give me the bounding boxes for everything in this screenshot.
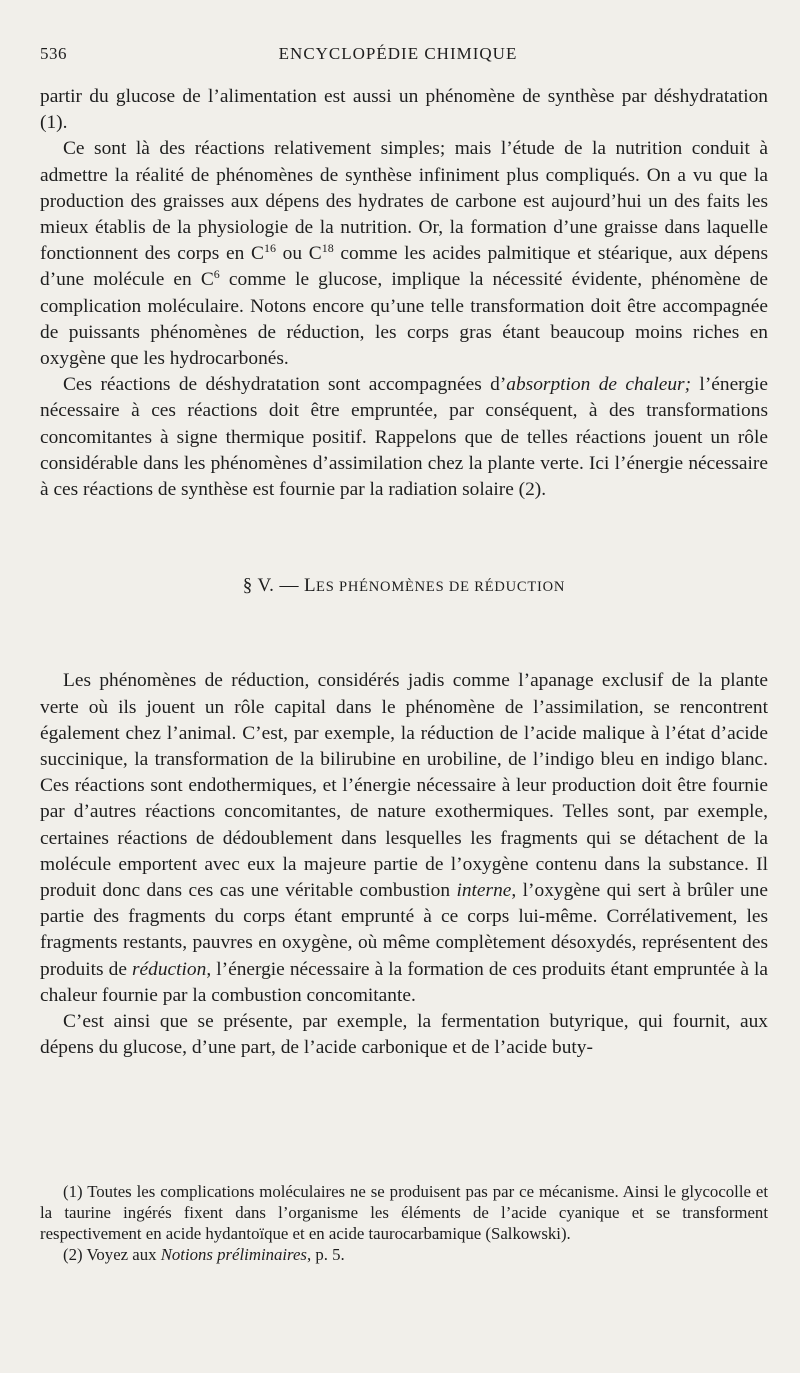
footnotes — [40, 1181, 768, 1265]
page-header — [40, 44, 756, 72]
page-number: 536 — [40, 44, 67, 63]
formula-c6: $C^6$ — [200, 267, 220, 291]
paragraph-butyric: C’est ainsi que se présente, par exemple, la fermentation butyrique, qui fournit, aux dépens du glucose, d’une part, de l’acide carbonique et de l’acide buty- — [40, 1011, 768, 1059]
paragraph-continuation: partir du glucose de l’alimentation est aussi un phénomène de synthèse par déshydratation (1). — [40, 86, 768, 134]
paragraph-reduction: Les phénomènes de réduction, considérés jadis comme l’apanage exclusif de la plante verte où ils jouent un rôle capital dans le phénomène de l’assimilation, se rencontrent également chez l’animal. C’est, par exemple, la réduction de l’acide malique à l’état d’acide succinique, la transformation de la bilirubine en urobiline, de l’indigo bleu en indigo blanc. Ces réactions sont endothermiques, et l’énergie nécessaire à leur production doit être fournie par d’autres réactions concomitantes, de nature exothermiques. Telles sont, par exemple, certaines réactions de dédoublement dans lesquelles les fragments qui se détachent de la molécule emportent avec eux la majeure partie de l’oxygène contenu dans la substance. Il produit donc dans ces cas une véritable combustion interne, l’oxygène qui sert à brûler une partie des fragments du corps étant emprunté à ce corps lui-même. Corrélativement, les fragments restants, pauvres en oxygène, où même complètement désoxydés, représentent des produits de réduction, l’énergie nécessaire à la formation de ces produits étant empruntée à la chaleur fournie par la combustion concomitante. — [40, 670, 768, 1006]
footnote-2: (2) Voyez aux Notions préliminaires, p. 5. — [63, 1245, 345, 1264]
main-text — [40, 84, 768, 1062]
formula-c16: $C^{16}$ — [251, 241, 276, 265]
paragraph-dehydration: Ces réactions de déshydratation sont accompagnées d’absorption de chaleur; l’énergie nécessaire à ces réactions doit être empruntée, par conséquent, à des transformations concomitantes à signe thermique positif. Rappelons que de telles réactions jouent un rôle considérable dans les phénomènes d’assimilation chez la plante verte. Ici l’énergie nécessaire à ces réactions de synthèse est fournie par la radiation solaire (2). — [40, 374, 768, 501]
formula-c18: $C^{18}$ — [308, 241, 334, 265]
section-heading: § V. — LES PHÉNOMÈNES DE RÉDUCTION — [242, 575, 566, 597]
footnote-1: (1) Toutes les complications moléculaires ne se produisent pas par ce mécanisme. Ainsi le glycocolle et la taurine ingérés fixent dans l’organisme les éléments de l’acide cyanique et se transforment respectivement en acide hydantoïque et en acide taurocarbamique (Salkowski). — [40, 1182, 768, 1243]
running-title: ENCYCLOPÉDIE CHIMIQUE — [278, 44, 518, 63]
paragraph-synthesis: Ce sont là des réactions relativement simples; mais l’étude de la nutrition conduit à admettre la réalité de phénomènes de synthèse infiniment plus compliqués. On a vu que la production des graisses aux dépens des hydrates de carbone est aujourd’hui un des faits les mieux établis de la physiologie de la nutrition. Or, la formation d’une graisse dans laquelle fonctionnent des corps en $C^{16}$ ou $C^{18}$ comme les acides palmitique et stéarique, aux dépens d’une molécule en $C^6$ comme le glucose, implique la nécessité évidente, phénomène de complication moléculaire. Notons encore qu’une telle transformation doit être accompagnée de puissants phénomènes de réduction, les corps gras étant beaucoup moins riches en oxygène que les hydrocarbonés. — [40, 138, 769, 370]
